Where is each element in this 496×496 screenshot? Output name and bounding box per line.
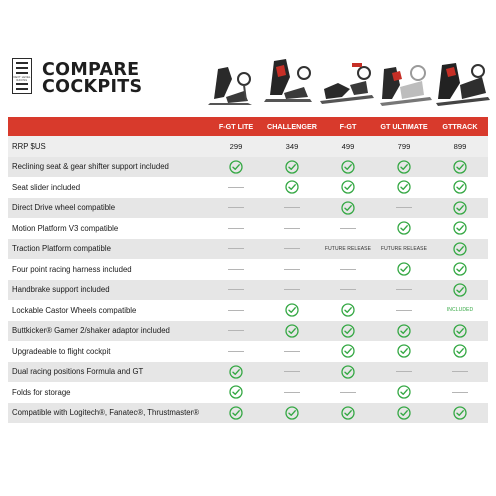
table-row [8,403,488,424]
feature-cell [208,341,264,362]
feature-cell [432,321,488,342]
check-icon [397,385,411,399]
dash-icon [228,330,244,331]
check-icon [341,344,355,358]
dash-icon [228,351,244,352]
title-line-2: COCKPITS [42,77,143,97]
feature-cell [320,341,376,362]
dash-icon [452,371,468,372]
feature-cell [432,259,488,280]
feature-cell [264,259,320,280]
check-icon [285,406,299,420]
check-icon [453,283,467,297]
table-row [8,341,488,362]
table-row [8,177,488,198]
check-icon [285,180,299,194]
check-icon [341,324,355,338]
dash-icon [396,289,412,290]
feature-cell [208,259,264,280]
dash-icon [284,207,300,208]
feature-cell [320,382,376,403]
dash-icon [340,392,356,393]
feature-cell [376,177,432,198]
check-icon [453,242,467,256]
feature-cell [432,218,488,239]
table-header-row [8,117,488,136]
feature-cell [432,239,488,260]
check-icon [341,406,355,420]
column-header: F-GT [339,122,357,131]
feature-rows [8,157,488,424]
feature-cell [320,177,376,198]
feature-cell [264,382,320,403]
feature-cell [432,382,488,403]
dash-icon [340,289,356,290]
check-icon [453,406,467,420]
table-row [8,239,488,260]
feature-cell [208,239,264,260]
check-icon [229,385,243,399]
feature-label: Reclining seat & gear shifter support included [12,162,169,172]
feature-label: Upgradeable to flight cockpit [12,346,111,356]
dash-icon [284,248,300,249]
feature-cell [264,218,320,239]
check-icon [341,201,355,215]
dash-icon [228,269,244,270]
feature-cell [320,403,376,424]
dash-icon [284,269,300,270]
dash-icon [284,351,300,352]
header [0,0,496,118]
feature-cell [208,198,264,219]
table-row [8,362,488,383]
feature-cell [376,300,432,321]
feature-cell [264,341,320,362]
feature-cell [320,300,376,321]
cockpit-images [200,55,490,110]
feature-cell [320,239,376,260]
feature-note: FUTURE RELEASE [324,245,372,252]
table-row [8,259,488,280]
page-title [42,62,142,96]
feature-cell [376,218,432,239]
feature-cell [264,362,320,383]
feature-label: Handbrake support included [12,285,110,295]
feature-cell [376,239,432,260]
table-row [8,321,488,342]
feature-cell [208,382,264,403]
dash-icon [396,207,412,208]
check-icon [397,221,411,235]
feature-label: Direct Drive wheel compatible [12,203,116,213]
price-value: 799 [397,141,411,151]
dash-icon [228,289,244,290]
feature-cell [264,198,320,219]
feature-cell [432,177,488,198]
feature-cell [264,239,320,260]
feature-label: Lockable Castor Wheels compatible [12,305,137,315]
feature-cell [320,198,376,219]
check-icon [453,221,467,235]
feature-cell [208,177,264,198]
feature-cell [376,341,432,362]
feature-cell [320,280,376,301]
comparison-table [8,117,488,423]
feature-cell [376,382,432,403]
feature-label: Motion Platform V3 compatible [12,223,119,233]
check-icon [285,303,299,317]
dash-icon [340,228,356,229]
feature-cell [376,403,432,424]
dash-icon [284,371,300,372]
check-icon [397,180,411,194]
feature-cell [376,280,432,301]
dash-icon [228,228,244,229]
feature-cell [320,218,376,239]
feature-cell [376,259,432,280]
column-header: CHALLENGER [267,122,317,131]
feature-label: Seat slider included [12,182,81,192]
dash-icon [284,228,300,229]
price-row [8,136,488,157]
check-icon [285,160,299,174]
feature-label: Compatible with Logitech®, Fanatec®, Thrustmaster® [12,408,199,418]
check-icon [229,365,243,379]
feature-cell [376,321,432,342]
feature-cell [264,300,320,321]
feature-cell [208,157,264,178]
price-value: 899 [453,141,467,151]
check-icon [341,160,355,174]
feature-note: FUTURE RELEASE [380,245,428,252]
table-row [8,157,488,178]
check-icon [229,406,243,420]
column-header: F-GT LITE [218,122,254,131]
price-value: 349 [285,141,299,151]
title-line-1: COMPARE [42,60,140,80]
table-row [8,198,488,219]
check-icon [341,303,355,317]
feature-cell [432,341,488,362]
check-icon [453,201,467,215]
check-icon [397,262,411,276]
feature-cell [264,321,320,342]
table-row [8,280,488,301]
check-icon [397,344,411,358]
feature-cell [376,198,432,219]
brand-logo-text: NEXT LEVEL RACING [13,75,31,82]
feature-cell [208,280,264,301]
cockpit-gt-ultimate-icon [380,66,432,106]
feature-cell [320,362,376,383]
feature-cell [208,218,264,239]
cockpit-fgt-lite-icon [208,67,252,105]
dash-icon [452,392,468,393]
table-row [8,218,488,239]
dash-icon [340,269,356,270]
check-icon [453,344,467,358]
check-icon [397,406,411,420]
feature-cell [264,403,320,424]
dash-icon [396,371,412,372]
check-icon [397,160,411,174]
feature-cell [432,362,488,383]
dash-icon [284,289,300,290]
feature-cell [208,362,264,383]
dash-icon [228,310,244,311]
feature-cell [376,157,432,178]
check-icon [453,180,467,194]
cockpit-challenger-icon [264,59,312,102]
dash-icon [228,187,244,188]
column-header: GTTRACK [442,122,478,131]
feature-cell [208,300,264,321]
check-icon [453,160,467,174]
feature-cell [208,403,264,424]
feature-cell [320,259,376,280]
feature-label: Folds for storage [12,387,71,397]
price-label: RRP $US [12,141,46,151]
check-icon [341,365,355,379]
price-value: 499 [341,141,355,151]
feature-label: Four point racing harness included [12,264,132,274]
price-value: 299 [229,141,243,151]
feature-cell [264,280,320,301]
feature-note: INCLUDED [446,307,474,314]
dash-icon [228,248,244,249]
dash-icon [284,392,300,393]
check-icon [341,180,355,194]
check-icon [397,324,411,338]
feature-cell [208,321,264,342]
feature-cell [264,157,320,178]
feature-cell [432,300,488,321]
feature-cell [264,177,320,198]
table-row [8,382,488,403]
feature-cell [376,362,432,383]
feature-cell [320,321,376,342]
cockpit-gttrack-icon [436,63,490,106]
dash-icon [228,207,244,208]
check-icon [229,160,243,174]
feature-label: Buttkicker® Gamer 2/shaker adaptor included [12,326,170,336]
feature-label: Dual racing positions Formula and GT [12,367,144,377]
brand-logo-icon [12,58,32,94]
feature-cell [432,280,488,301]
check-icon [453,262,467,276]
feature-cell [320,157,376,178]
feature-cell [432,403,488,424]
feature-label: Traction Platform compatible [12,244,111,254]
feature-cell [432,198,488,219]
column-header: GT ULTIMATE [380,122,428,131]
feature-cell [432,157,488,178]
check-icon [453,324,467,338]
check-icon [285,324,299,338]
table-row [8,300,488,321]
dash-icon [396,310,412,311]
cockpit-fgt-icon [320,63,374,104]
